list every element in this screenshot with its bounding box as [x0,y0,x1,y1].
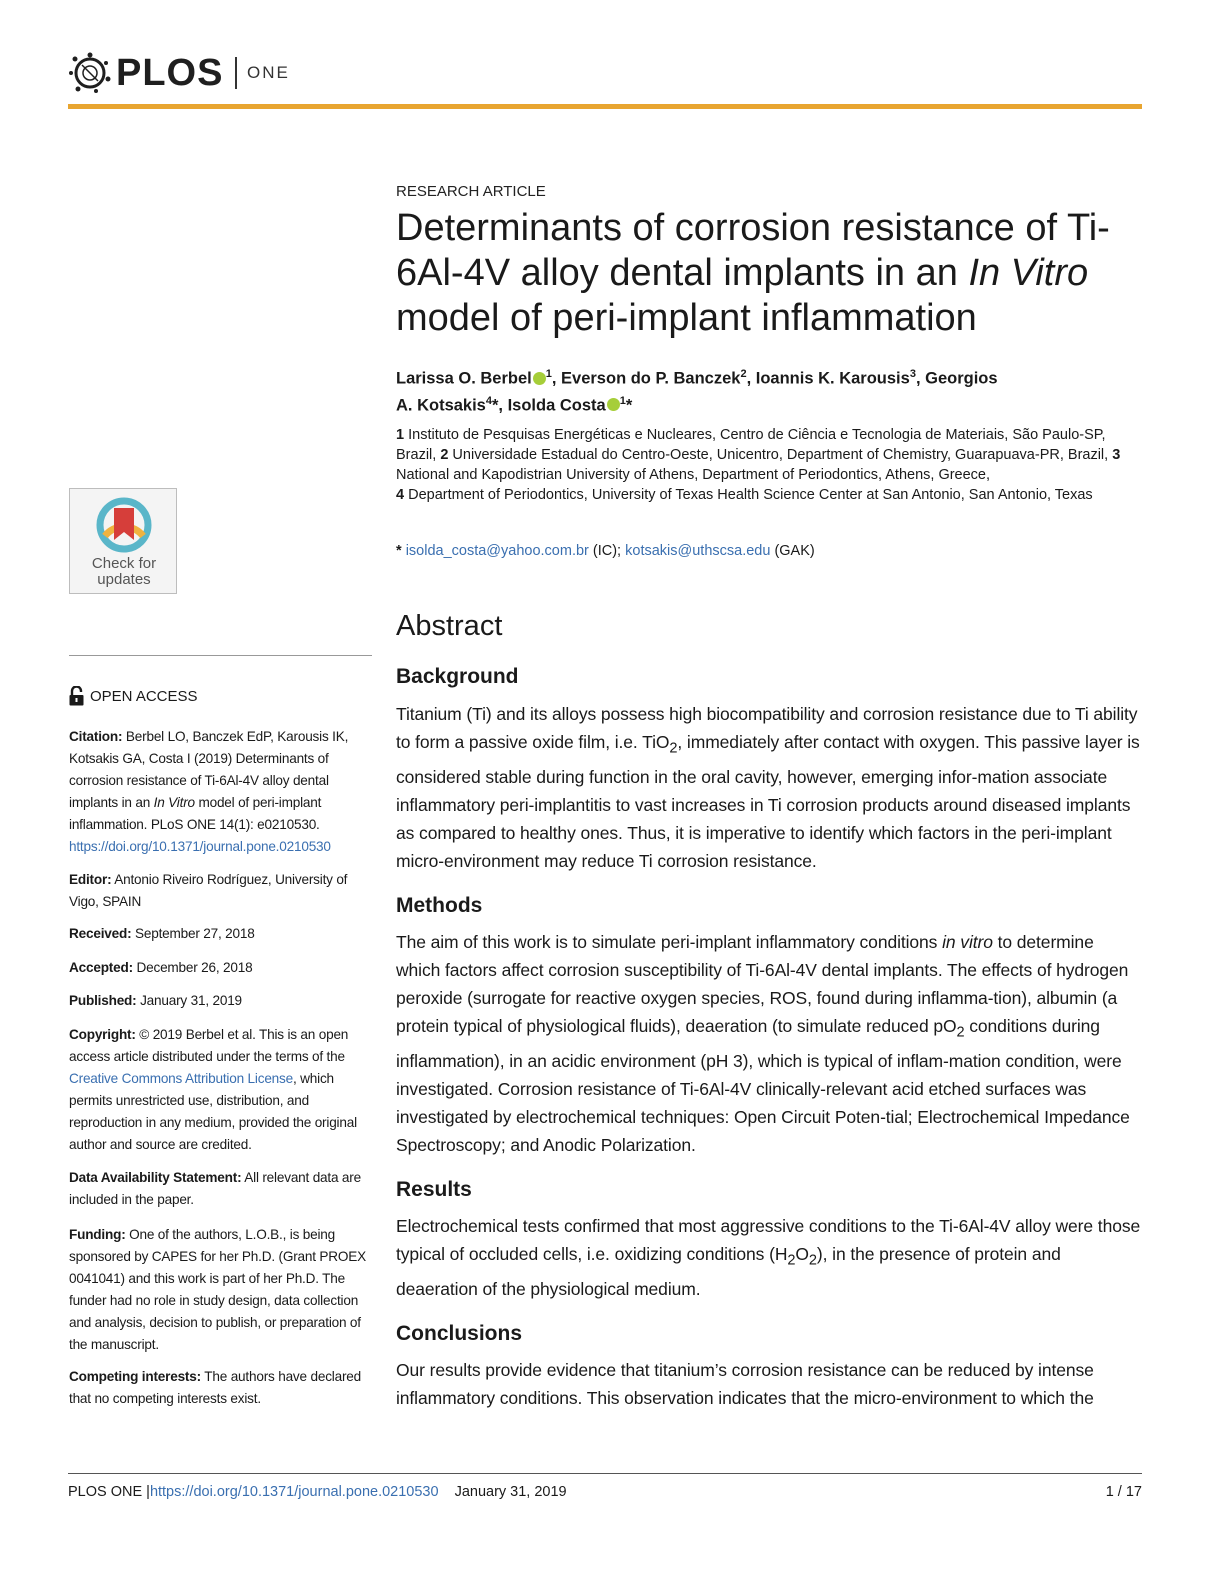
plos-one-logo[interactable] [68,50,290,96]
footer-divider [68,1473,1142,1474]
open-lock-icon [69,686,84,706]
email-link[interactable]: kotsakis@uthscsa.edu [625,543,771,559]
article-type: RESEARCH ARTICLE [396,183,546,200]
author-list: Larissa O. Berbel $^1$, Everson do P. Banczek$^2$, Ioannis K. Karousis$^3$, Georgios A. Kotsakis$^4$*, Isolda Costa $^1$* [396,368,998,414]
logo-separator [235,57,237,89]
published-block: Published: January 31, 2019 [69,993,242,1008]
orcid-icon[interactable] [533,372,546,385]
plos-logo-icon [68,51,112,95]
conclusions-text: Our results provide evidence that titanium’s corrosion resistance can be reduced by intense inflammatory conditions. This observation indicates that the micro-environment to which the [396,1360,1094,1408]
badge-line1: Check for [91,555,157,572]
logo-subtext: ONE [246,63,290,82]
received-block: Received: September 27, 2018 [69,926,255,941]
copyright-block: Copyright: © 2019 Berbel et al. This is an open access article distributed under the terms of the Creative Commons Attribution License, which permits unrestricted use, distribution, and reproduction in any medium, provided the original author and source are credited. [69,1027,357,1152]
header-accent-bar [68,104,1142,109]
corresponding-authors: * isolda_costa@yahoo.com.br (IC); kotsakis@uthscsa.edu (GAK) [396,543,815,559]
funding-block: Funding: One of the authors, L.O.B., is being sponsored by CAPES for her Ph.D. (Grant PROEX 0041041) and this work is part of her Ph.D. The funder had no role in study design, data collection and analysis, decision to publish, or preparation of the manuscript. [69,1227,366,1352]
background-text: Titanium (Ti) and its alloys possess high biocompatibility and corrosion resistance due to Ti ability to form a passive oxide film, i.e. TiO$_2$, immediately after contact with oxygen. This passive layer is considered stable during function in the oral cavity, however, emerging infor-mation associate inflammatory peri-implantitis to vast increases in Ti corrosion products around diseased implants as compared to healthy ones. Thus, it is imperative to identify which factors in the peri-implant micro-environment may reduce Ti corrosion resistance. [396,704,1140,871]
logo-text: PLOS [116,51,224,94]
abstract-heading: Abstract [396,610,503,642]
accepted-block: Accepted: December 26, 2018 [69,960,253,975]
footer-date: January 31, 2019 [454,1484,567,1500]
left-divider [69,655,372,656]
check-for-updates-badge[interactable] [69,488,177,594]
email-link[interactable]: isolda_costa@yahoo.com.br [405,543,589,559]
page-footer [68,1484,1142,1500]
editor-block: Editor: Antonio Riveiro Rodríguez, University of Vigo, SPAIN [69,872,348,909]
citation-doi-link[interactable]: https://doi.org/10.1371/journal.pone.0210530 [69,839,331,854]
open-access-label: OPEN ACCESS [69,686,198,706]
competing-interests-block: Competing interests: The authors have declared that no competing interests exist. [69,1369,362,1406]
background-heading: Background [396,665,519,688]
affiliations: 1 Instituto de Pesquisas Energéticas e Nucleares, Centro de Ciência e Tecnologia de Materiais, São Paulo-SP, Brazil, 2 Universidade Estadual do Centro-Oeste, Unicentro, Department of Chemistry, Guarapuava-PR, Brazil, 3 National and Kapodistrian University of Athens, Department of Periodontics, Athens, Greece, 4 Department of Periodontics, University of Texas Health Science Center at San Antonio, San Antonio, Texas [396,427,1121,503]
methods-text: The aim of this work is to simulate peri-implant inflammatory conditions in vitro to determine which factors affect corrosion susceptibility of Ti-6Al-4V dental implants. The effects of hydrogen peroxide (surrogate for reactive oxygen species, ROS, found during inflamma-tion), albumin (a protein typical of physiological fluids), deaeration (to simulate reduced $pO_2$ conditions during inflammation), in an acidic environment (pH 3), which is typical of inflam-mation condition, were investigated. Corrosion resistance of Ti-6Al-4V clinically-relevant acid etched surfaces was investigated by electrochemical techniques: Open Circuit Poten-tial; Electrochemical Impedance Spectroscopy; and Anodic Polarization. [396,932,1130,1155]
page-number: 1 / 17 [1105,1484,1142,1500]
crossmark-icon [95,496,153,554]
footer-doi-link[interactable]: https://doi.org/10.1371/journal.pone.0210530 [149,1484,439,1500]
conclusions-heading: Conclusions [396,1322,523,1345]
results-heading: Results [396,1178,472,1201]
citation-block: Citation: Berbel LO, Banczek EdP, Karousis IK, Kotsakis GA, Costa I (2019) Determinants of corrosion resistance of Ti-6Al-4V alloy dental implants in an In Vitro model of peri-implant inflammation. PLoS ONE 14(1): e0210530. https://doi.org/10.1371/journal.pone.0210530 [69,729,349,854]
methods-heading: Methods [396,894,483,917]
data-availability-block: Data Availability Statement: All relevant data are included in the paper. [69,1170,361,1207]
article-title: Determinants of corrosion resistance of Ti- 6Al-4V alloy dental implants in an In Vitro model of peri-implant inflammation [396,207,1110,339]
orcid-icon[interactable] [607,398,620,411]
footer-journal: PLOS ONE | [68,1484,150,1500]
badge-line2: updates [97,571,151,588]
license-link[interactable]: Creative Commons Attribution License [69,1071,293,1086]
results-text: Electrochemical tests confirmed that most aggressive conditions to the Ti-6Al-4V alloy were those typical of occluded cells, i.e. oxidizing conditions $(H_2O_2)$, in the presence of protein and deaeration of the physiological medium. [396,1216,1141,1299]
